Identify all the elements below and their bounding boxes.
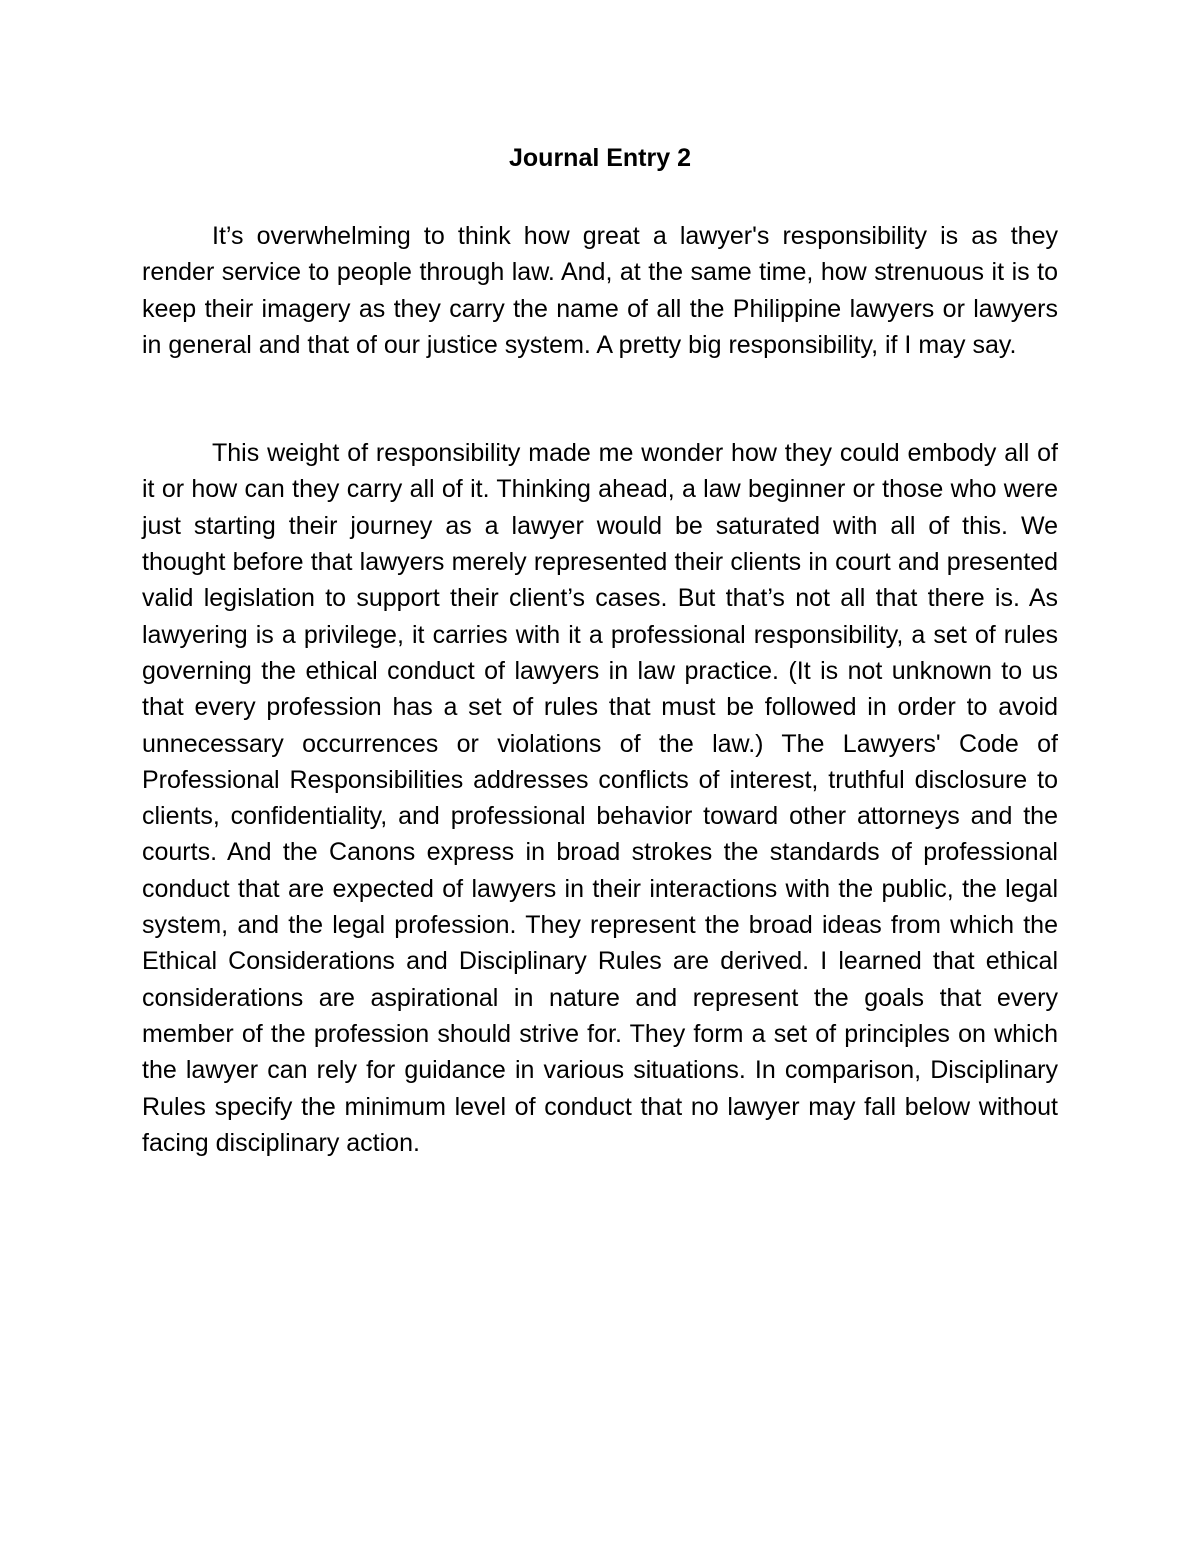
paragraph-2: This weight of responsibility made me wonder how they could embody all of it or how can they carry all of it. Thinking ahead, a law beginner or those who were just starting their journey as a lawyer would be saturated with all of this. We thought before that lawyers merely represented their clients in court and presented valid legislation to support their client’s cases. But that’s not all that there is. As lawyering is a privilege, it carries with it a professional responsibility, a set of rules governing the ethical conduct of lawyers in law practice. (It is not unknown to us that every profession has a set of rules that must be followed in order to avoid unnecessary occurrences or violations of the law.) The Lawyers' Code of Professional Responsibilities addresses conflicts of interest, truthful disclosure to clients, confidentiality, and professional behavior toward other attorneys and the courts. And the Canons express in broad strokes the standards of professional conduct that are expected of lawyers in their interactions with the public, the legal system, and the legal profession. They represent the broad ideas from which the Ethical Considerations and Disciplinary Rules are derived. I learned that ethical considerations are aspirational in nature and represent the goals that every member of the profession should strive for. They form a set of principles on which the lawyer can rely for guidance in various situations. In comparison, Disciplinary Rules specify the minimum level of conduct that no lawyer may fall below without facing disciplinary action. — [142, 439, 1058, 1157]
paragraph-spacer — [142, 363, 1058, 435]
document-title: Journal Entry 2 — [509, 144, 691, 172]
paragraph-1: It’s overwhelming to think how great a lawyer's responsibility is as they render service to people through law. And, at the same time, how strenuous it is to keep their imagery as they carry the name of all the Philippine lawyers or lawyers in general and that of our justice system. A pretty big responsibility, if I may say. — [142, 222, 1058, 359]
document-body — [142, 140, 1058, 1161]
